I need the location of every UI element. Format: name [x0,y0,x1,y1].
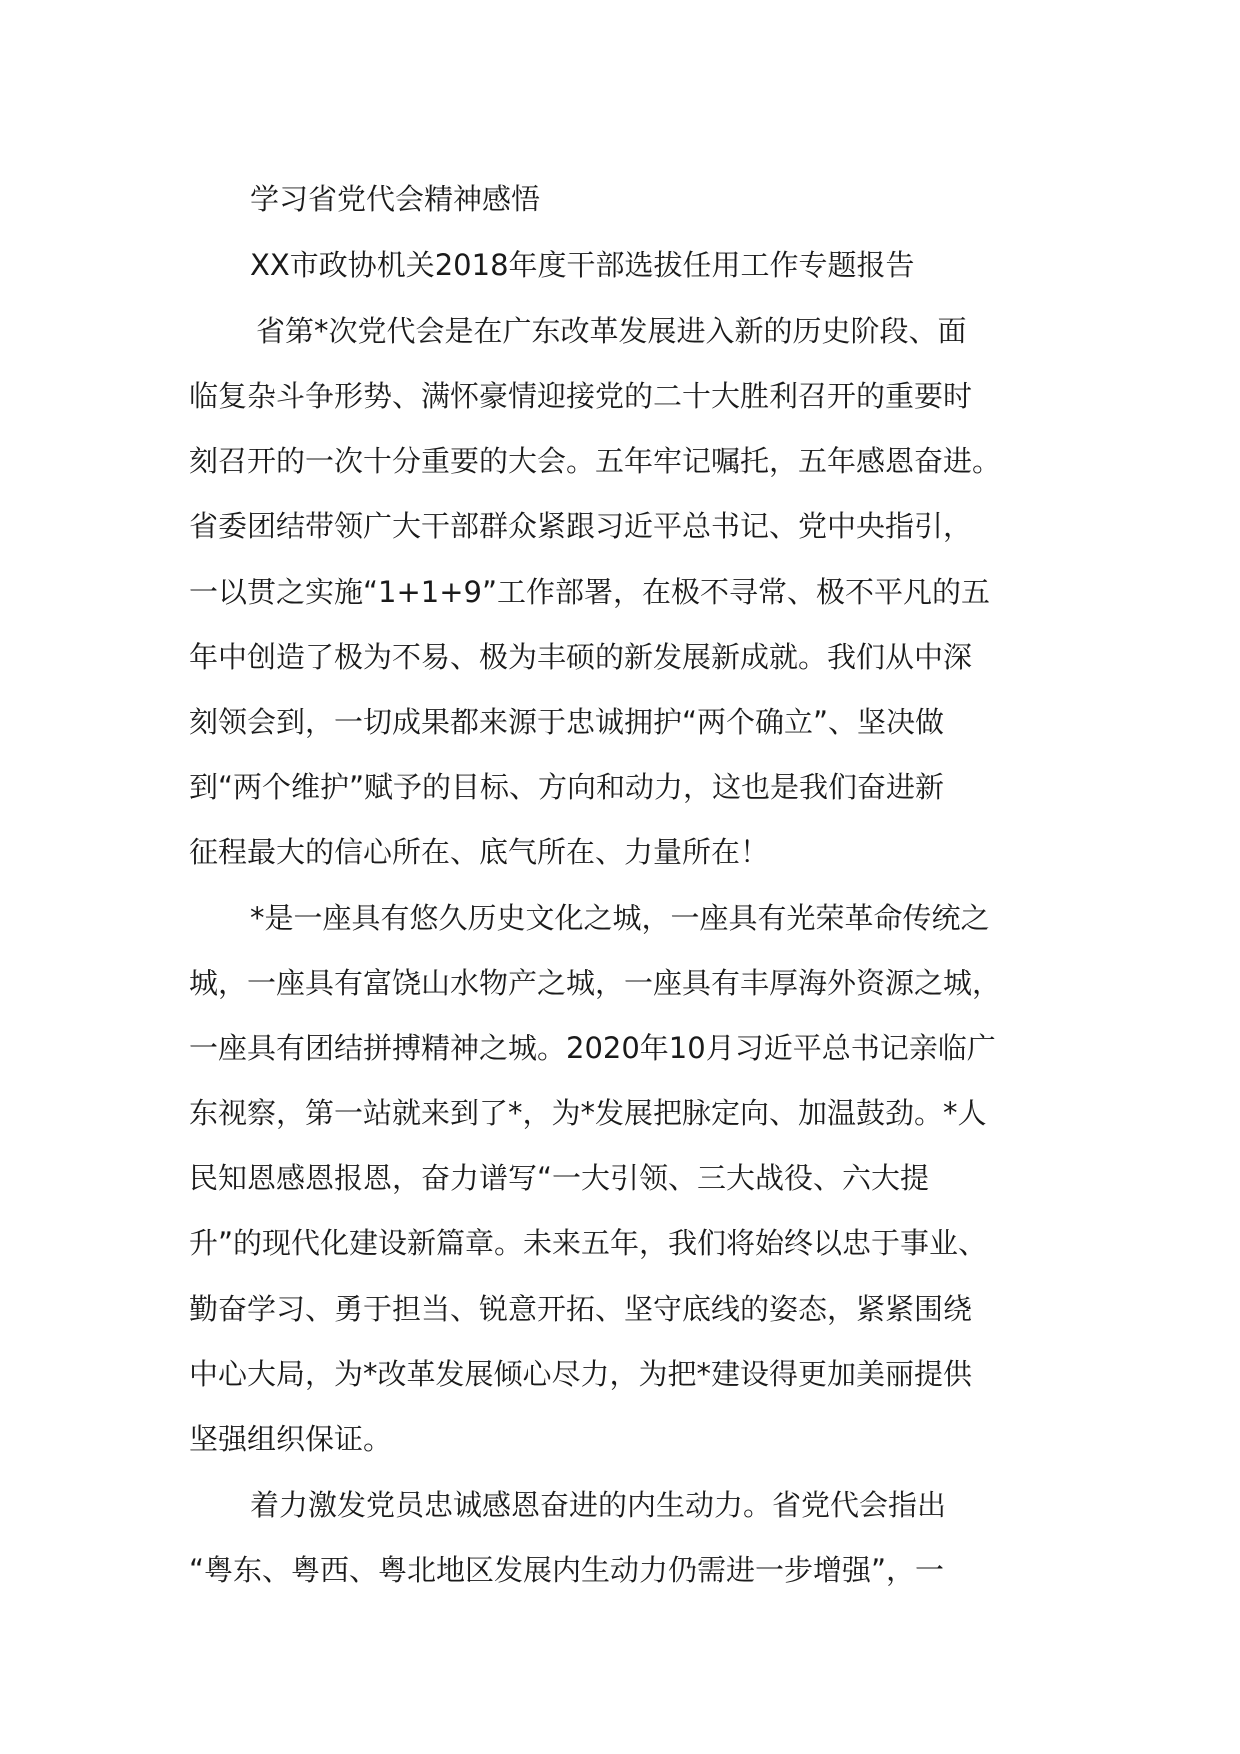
document-subtitle: XX市政协机关2018年度干部选拔任用工作专题报告 [250,248,915,282]
paragraph-line: 征程最大的信心所在、底气所在、力量所在！ [189,835,770,869]
paragraph-line: 临复杂斗争形势、满怀豪情迎接党的二十大胜利召开的重要时 [189,379,973,413]
paragraph-line: 省委团结带领广大干部群众紧跟习近平总书记、党中央指引， [189,509,973,543]
paragraph-line: 着力激发党员忠诚感恩奋进的内生动力。省党代会指出 [250,1488,947,1522]
paragraph-line: 到“两个维护”赋予的目标、方向和动力，这也是我们奋进新 [189,770,945,804]
paragraph-line: 勤奋学习、勇于担当、锐意开拓、坚守底线的姿态，紧紧围绕 [189,1292,973,1326]
paragraph-line: 省第*次党代会是在广东改革发展进入新的历史阶段、面 [256,314,967,348]
document-title: 学习省党代会精神感悟 [250,182,541,216]
paragraph-line: 年中创造了极为不易、极为丰硕的新发展新成就。我们从中深 [189,640,973,674]
paragraph-line: 刻领会到，一切成果都来源于忠诚拥护“两个确立”、坚决做 [189,705,945,739]
paragraph-line: 升”的现代化建设新篇章。未来五年，我们将始终以忠于事业、 [189,1226,988,1260]
paragraph-line: *是一座具有悠久历史文化之城，一座具有光荣革命传统之 [250,901,990,935]
paragraph-line: “粤东、粤西、粤北地区发展内生动力仍需进一步增强”，一 [189,1553,945,1587]
paragraph-line: 中心大局，为*改革发展倾心尽力，为把*建设得更加美丽提供 [189,1357,973,1391]
paragraph-line: 刻召开的一次十分重要的大会。五年牢记嘱托，五年感恩奋进。 [189,444,1002,478]
paragraph-line: 坚强组织保证。 [189,1422,393,1456]
paragraph-line: 民知恩感恩报恩，奋力谱写“一大引领、三大战役、六大提 [189,1161,930,1195]
paragraph-line: 东视察，第一站就来到了*，为*发展把脉定向、加温鼓劲。*人 [189,1096,987,1130]
paragraph-line: 一以贯之实施“1+1+9”工作部署，在极不寻常、极不平凡的五 [189,575,990,609]
paragraph-line: 城，一座具有富饶山水物产之城，一座具有丰厚海外资源之城， [189,966,1002,1000]
paragraph-line: 一座具有团结拼搏精神之城。2020年10月习近平总书记亲临广 [189,1031,996,1065]
